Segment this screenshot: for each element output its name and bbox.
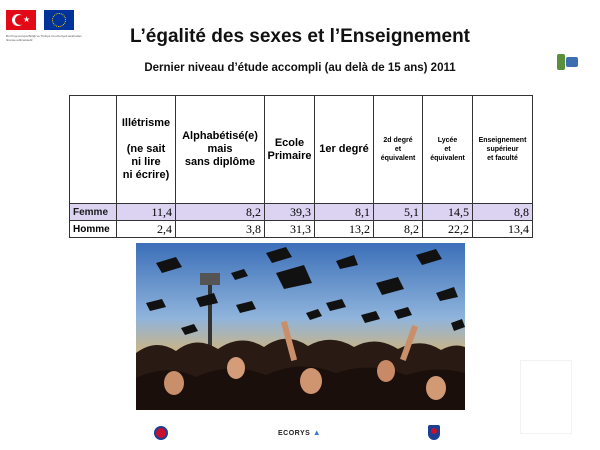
table-cell: 5,1 bbox=[374, 204, 423, 221]
table-cell: 14,5 bbox=[423, 204, 473, 221]
table-cell: 13,4 bbox=[473, 221, 533, 238]
ecorys-logo-text: ECORYS bbox=[278, 430, 311, 437]
column-header bbox=[176, 96, 265, 204]
page-subtitle: Dernier niveau d’étude accompli (au delà de 15 ans) 2011 bbox=[144, 62, 456, 74]
blank-panel bbox=[520, 360, 572, 434]
column-header-label: 1er degré bbox=[317, 143, 371, 156]
education-table bbox=[69, 95, 533, 238]
table-cell: 31,3 bbox=[265, 221, 315, 238]
table-cell: 8,2 bbox=[176, 204, 265, 221]
table-cell: 22,2 bbox=[423, 221, 473, 238]
column-header-label: 2d degré et équivalent bbox=[376, 136, 420, 163]
table-row-femme bbox=[70, 204, 533, 221]
row-label: Homme bbox=[70, 221, 117, 238]
table-cell: 8,2 bbox=[374, 221, 423, 238]
ecorys-logo-icon: ECORYS ▲ bbox=[278, 428, 322, 437]
column-header-label: Ecole Primaire bbox=[267, 136, 312, 162]
gendarmerie-emblem-icon bbox=[428, 425, 440, 440]
column-header-label: Lycée et équivalent bbox=[425, 136, 470, 163]
table-cell: 8,1 bbox=[315, 204, 374, 221]
table-cell: 3,8 bbox=[176, 221, 265, 238]
column-header bbox=[423, 96, 473, 204]
column-header bbox=[265, 96, 315, 204]
logo-caption: Bu Proje Avrupa Birliği ve Türkiye Cumhuriyeti tarafından finanse edilmektedir bbox=[6, 34, 82, 42]
column-header-label: Illétrisme (ne sait ni lire ni écrire) bbox=[119, 117, 173, 182]
table-corner-cell bbox=[70, 96, 117, 204]
column-header bbox=[374, 96, 423, 204]
table-cell: 39,3 bbox=[265, 204, 315, 221]
column-header bbox=[117, 96, 176, 204]
table-header-row bbox=[70, 96, 533, 204]
turkey-flag-icon: ★ bbox=[6, 10, 36, 30]
table-cell: 11,4 bbox=[117, 204, 176, 221]
column-header bbox=[473, 96, 533, 204]
graduation-photo bbox=[136, 243, 465, 410]
table-cell: 8,8 bbox=[473, 204, 533, 221]
table-row-homme bbox=[70, 221, 533, 238]
row-label: Femme bbox=[70, 204, 117, 221]
police-emblem-icon bbox=[154, 426, 168, 440]
table-cell: 13,2 bbox=[315, 221, 374, 238]
column-header-label: Enseignement supérieur et faculté bbox=[475, 136, 530, 163]
column-header-label: Alphabétisé(e) mais sans diplôme bbox=[178, 130, 262, 169]
table-cell: 2,4 bbox=[117, 221, 176, 238]
page-title: L’égalité des sexes et l’Enseignement bbox=[129, 26, 471, 47]
column-header bbox=[315, 96, 374, 204]
